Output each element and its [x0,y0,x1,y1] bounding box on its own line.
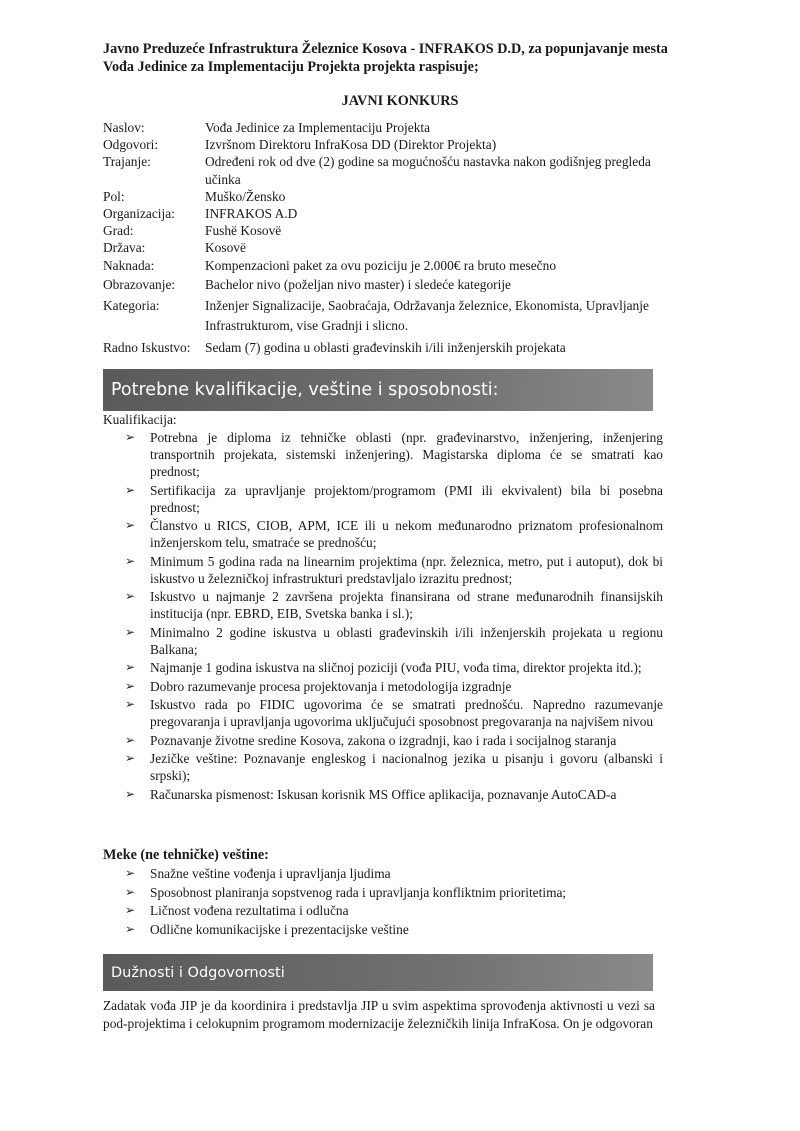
list-item: ➢ Jezičke veštine: Poznavanje engleskog i nacionalnog jezika u pisanju i govoru (albanski i srpski); [125,751,663,783]
field-kategoria [103,296,673,336]
arrow-bullet-icon: ➢ [125,697,136,711]
list-item: ➢ Odlične komunikacijske i prezentacijske veštine [125,921,409,937]
list-item: ➢ Računarska pismenost: Iskusan korisnik MS Office aplikacija, poznavanje AutoCAD-a [125,786,617,802]
field-obrazovanje [103,276,673,293]
field-naslov [103,119,673,136]
arrow-bullet-icon: ➢ [125,921,136,936]
list-item: ➢ Sertifikacija za upravljanje projektom/programom (PMI ili ekvivalent) bila bi posebna prednost; [125,482,663,515]
qualifications-list [103,429,663,804]
list-item: ➢ Snažne veštine vođenja i upravljanja ljudima [125,866,391,881]
arrow-bullet-icon: ➢ [125,553,136,568]
list-item: ➢ Minimalno 2 godine iskustva u oblasti građevinskih i/ili inženjerskih projekata u regionu Balkana; [125,624,663,657]
list-item: ➢ Najmanje 1 godina iskustva na sličnoj poziciji (vođa PIU, vođa tima, direktor projekta itd.); [125,660,642,675]
duties-banner [103,954,653,991]
field-odgovori [103,136,673,153]
field-value: Muško/Žensko [205,188,286,204]
arrow-bullet-icon: ➢ [125,624,136,639]
arrow-bullet-icon: ➢ [125,589,136,603]
field-label: Radno Iskustvo: [103,340,191,356]
field-value: INFRAKOS A.D [205,206,298,222]
field-label: Kategoria: [103,298,160,314]
field-label: Naknada: [103,257,155,273]
qualifications-label: Kualifikacija: [103,412,177,427]
field-naknada [103,257,673,274]
list-item: ➢ Minimum 5 godina rada na linearnim projektima (npr. železnica, metro, put i autoput), dok bi iskustvo u železničkoj infrastrukturi predstavljalo izrazitu prednost; [125,553,663,586]
list-item: ➢ Ličnost vođena rezultatima i odlučna [125,903,349,918]
field-label: Država: [103,240,146,256]
field-value: Kompenzacioni paket za ovu poziciju je 2.000€ ra bruto mesečno [205,257,557,273]
qualifications-banner [103,369,653,411]
field-label: Obrazovanje: [103,276,176,292]
list-item: ➢ Poznavanje životne sredine Kosova, zakona o izgradnji, kao i rada i socijalnog staranja [125,732,617,748]
banner-title: Potrebne kvalifikacije, veštine i sposobnosti: [111,380,499,400]
arrow-bullet-icon: ➢ [125,678,136,693]
field-grad [103,222,673,239]
field-value: Bachelor nivo (poželjan nivo master) i sledeće kategorije [205,276,512,292]
field-label: Odgovori: [103,137,159,153]
field-pol [103,188,673,205]
field-organizacija [103,205,673,222]
arrow-bullet-icon: ➢ [125,866,136,880]
list-item: ➢ Članstvo u RICS, CIOB, APM, ICE ili u nekom međunarodno priznatom profesionalnom inženjerskom telu, smatraće se prednošću; [125,518,663,550]
field-label: Naslov: [103,120,145,135]
field-value: Određeni rok od dve (2) godine sa mogućnošću nastavka nakon godišnjeg pregleda učinka [205,154,651,187]
field-trajanje [103,153,673,187]
field-value: Izvršnom Direktoru InfraKosa DD (Direktor Projekta) [205,137,497,153]
arrow-bullet-icon: ➢ [125,903,136,917]
list-item: ➢ Sposobnost planiranja sopstvenog rada i upravljanja konfliktnim prioritetima; [125,884,567,900]
intro-paragraph: Javno Preduzeće Infrastruktura Železnice Kosova - INFRAKOS D.D, za popunjavanje mesta Vođa Jedinice za Implementaciju Projekta projekta raspisuje; [103,41,668,75]
banner-title: Dužnosti i Odgovornosti [111,965,285,981]
field-label: Grad: [103,223,134,239]
soft-skills-list [103,865,663,939]
list-item: ➢ Iskustvo rada po FIDIC ugovorima će se smatrati prednošću. Napredno razumevanje pregovaranja i upravljanja ugovorima uključujući sposobnost pregovaranja na najvišem nivou [125,697,663,729]
arrow-bullet-icon: ➢ [125,660,136,674]
arrow-bullet-icon: ➢ [125,884,136,899]
arrow-bullet-icon: ➢ [125,482,136,497]
duties-paragraph: Zadatak vođa JIP je da koordinira i predstavlja JIP u svim aspektima sprovođenja aktivnosti u vezi sa pod-projektima i celokupnim programom modernizacije železničkih linija InfraKosa. On je odgovoran [103,998,655,1031]
soft-skills-title: Meke (ne tehničke) veštine: [103,847,269,863]
field-label: Organizacija: [103,206,175,222]
list-item: ➢ Potrebna je diploma iz tehničke oblasti (npr. građevinarstvo, inženjering, inženjering transportnih projekata, sistemski inženjering). Magistarska diploma će se smatrati kao prednost; [125,430,663,479]
field-label: Pol: [103,188,125,204]
field-radno-iskustvo [103,339,673,356]
list-item: ➢ Dobro razumevanje procesa projektovanja i metodologija izgradnje [125,678,512,694]
arrow-bullet-icon: ➢ [125,430,136,444]
job-details [103,119,673,356]
field-value: Kosovë [205,240,246,256]
field-drzava [103,239,673,256]
field-value: Sedam (7) godina u oblasti građevinskih i/ili inženjerskih projekata [205,340,566,356]
field-label: Trajanje: [103,154,151,170]
document-title: JAVNI KONKURS [341,93,459,109]
list-item: ➢ Iskustvo u najmanje 2 završena projekta finansirana od strane međunarodnih finansijskih institucija (npr. EBRD, EIB, Svetska banka i sl.); [125,589,663,621]
field-value: Inženjer Signalizacije, Saobraćaja, Održavanja železnice, Ekonomista, Upravljanje Infrastrukturom, vise Gradnji i slicno. [205,298,649,334]
field-value: Vođa Jedinice za Implementaciju Projekta [205,120,431,135]
arrow-bullet-icon: ➢ [125,732,136,747]
arrow-bullet-icon: ➢ [125,786,136,801]
field-value: Fushë Kosovë [205,223,282,239]
arrow-bullet-icon: ➢ [125,518,136,532]
arrow-bullet-icon: ➢ [125,751,136,765]
